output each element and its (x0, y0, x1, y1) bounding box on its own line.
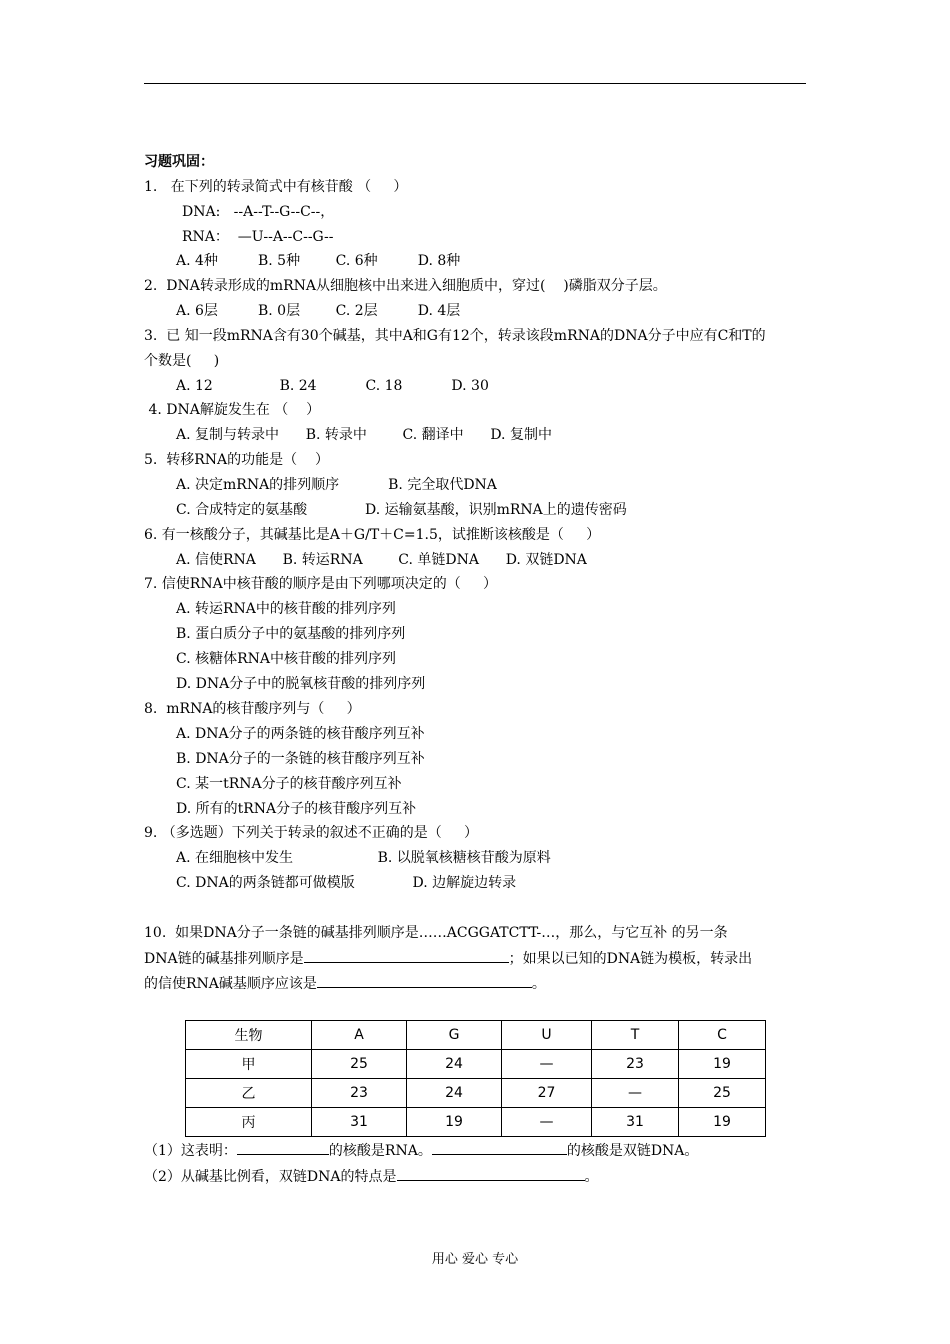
table-cell: 甲 (186, 1050, 312, 1079)
table-cell: 31 (592, 1108, 679, 1137)
q11-line1-mid: 的核酸是RNA。 (328, 1143, 432, 1159)
q4-stem: 4. DNA解旋发生在 （ ） (144, 402, 321, 418)
q11-line2-text: （2）从碱基比例看，双链DNA的特点是 (144, 1169, 397, 1185)
table-header: T (592, 1021, 679, 1050)
q11-line1-text: （1）这表明： (144, 1143, 237, 1159)
q8-option-a: A. DNA分子的两条链的核苷酸序列互补 (176, 726, 425, 742)
table-cell: 丙 (186, 1108, 312, 1137)
q8-option-c: C. 某一tRNA分子的核苷酸序列互补 (176, 776, 402, 792)
q2-stem: 2. DNA转录形成的mRNA从细胞核中出来进入细胞质中，穿过( )磷脂双分子层。 (144, 278, 667, 294)
table-cell: 19 (679, 1050, 766, 1079)
table-header: C (679, 1021, 766, 1050)
table-row (186, 1050, 766, 1079)
q5-options-row1: A. 决定mRNA的排列顺序 B. 完全取代DNA (176, 477, 497, 493)
q7-option-c: C. 核糖体RNA中核苷酸的排列序列 (176, 651, 397, 667)
base-ratio-table (185, 1020, 766, 1137)
q1-dna-strand: DNA: --A--T--G--C--， (182, 204, 335, 220)
q2-options: A. 6层 B. 0层 C. 2层 D. 4层 (176, 303, 461, 319)
q7-option-b: B. 蛋白质分子中的氨基酸的排列序列 (176, 626, 406, 642)
q3-stem-line2: 个数是( ) (144, 353, 220, 369)
section-heading: 习题巩固： (144, 154, 214, 170)
q10-line3-text: 的信使RNA碱基顺序应该是 (144, 976, 317, 992)
answer-blank-rna-organism[interactable] (237, 1140, 329, 1155)
q11-line2 (144, 1166, 599, 1187)
q9-options-row1: A. 在细胞核中发生 B. 以脱氧核糖核苷酸为原料 (176, 850, 551, 866)
q4-options: A. 复制与转录中 B. 转录中 C. 翻译中 D. 复制中 (176, 427, 552, 443)
q9-stem: 9. （多选题）下列关于转录的叙述不正确的是（ ） (144, 825, 479, 841)
table-header-row (186, 1021, 766, 1050)
answer-blank-dna-feature[interactable] (397, 1166, 585, 1181)
table-header: G (407, 1021, 502, 1050)
q7-option-a: A. 转运RNA中的核苷酸的排列序列 (176, 601, 396, 617)
q10-line1: 10. 如果DNA分子一条链的碱基排列顺序是……ACGGATCTT-…，那么，与它互补 的另一条 (144, 925, 728, 941)
q1-options: A. 4种 B. 5种 C. 6种 D. 8种 (176, 253, 461, 269)
q10-line3-tail: 。 (531, 976, 546, 992)
table-cell: 25 (679, 1079, 766, 1108)
answer-blank-dna-organism[interactable] (432, 1140, 567, 1155)
q11-line1-tail: 的核酸是双链DNA。 (566, 1143, 699, 1159)
q8-stem: 8. mRNA的核苷酸序列与（ ） (144, 701, 361, 717)
page-footer: 用心 爱心 专心 (431, 1252, 519, 1267)
q5-stem: 5. 转移RNA的功能是（ ） (144, 452, 329, 468)
table-header: 生物 (186, 1021, 312, 1050)
table-cell: — (502, 1050, 592, 1079)
q3-stem-line1: 3. 已 知一段mRNA含有30个碱基，其中A和G有12个，转录该段mRNA的DNA分子中应有C和T的 (144, 328, 766, 344)
q6-options: A. 信使RNA B. 转运RNA C. 单链DNA D. 双链DNA (176, 552, 587, 568)
table-cell: 23 (592, 1050, 679, 1079)
q10-line2 (144, 948, 752, 969)
q10-line2-tail: ；如果以已知的DNA链为模板，转录出 (508, 951, 753, 967)
q11-line1 (144, 1140, 698, 1161)
answer-blank-mrna[interactable] (317, 973, 532, 988)
table-cell: 19 (679, 1108, 766, 1137)
q9-options-row2: C. DNA的两条链都可做模版 D. 边解旋边转录 (176, 875, 517, 891)
table-cell: 25 (312, 1050, 407, 1079)
table-header: A (312, 1021, 407, 1050)
table-cell: 19 (407, 1108, 502, 1137)
table-cell: 24 (407, 1050, 502, 1079)
table-cell: 23 (312, 1079, 407, 1108)
q11-line2-tail: 。 (584, 1169, 599, 1185)
table-cell: — (592, 1079, 679, 1108)
q3-options: A. 12 B. 24 C. 18 D. 30 (176, 378, 489, 394)
q1-stem: 1. 在下列的转录简式中有核苷酸 （ ） (144, 179, 408, 195)
table-header: U (502, 1021, 592, 1050)
table-row (186, 1079, 766, 1108)
q8-option-b: B. DNA分子的一条链的核苷酸序列互补 (176, 751, 425, 767)
q10-line3 (144, 973, 546, 994)
q1-rna-strand: RNA： —U--A--C--G-- (182, 229, 334, 245)
table-cell: 27 (502, 1079, 592, 1108)
table-cell: 24 (407, 1079, 502, 1108)
q6-stem: 6. 有一核酸分子，其碱基比是A＋G/T＋C=1.5，试推断该核酸是（ ） (144, 527, 601, 543)
table-cell: 乙 (186, 1079, 312, 1108)
q5-options-row2: C. 合成特定的氨基酸 D. 运输氨基酸，识别mRNA上的遗传密码 (176, 502, 627, 518)
table-cell: — (502, 1108, 592, 1137)
table-cell: 31 (312, 1108, 407, 1137)
q10-line2-text: DNA链的碱基排列顺序是 (144, 951, 304, 967)
answer-blank-complement[interactable] (304, 948, 509, 963)
table-row (186, 1108, 766, 1137)
header-rule (144, 83, 806, 84)
q7-stem: 7. 信使RNA中核苷酸的顺序是由下列哪项决定的（ ） (144, 576, 497, 592)
q7-option-d: D. DNA分子中的脱氧核苷酸的排列序列 (176, 676, 426, 692)
q8-option-d: D. 所有的tRNA分子的核苷酸序列互补 (176, 801, 417, 817)
